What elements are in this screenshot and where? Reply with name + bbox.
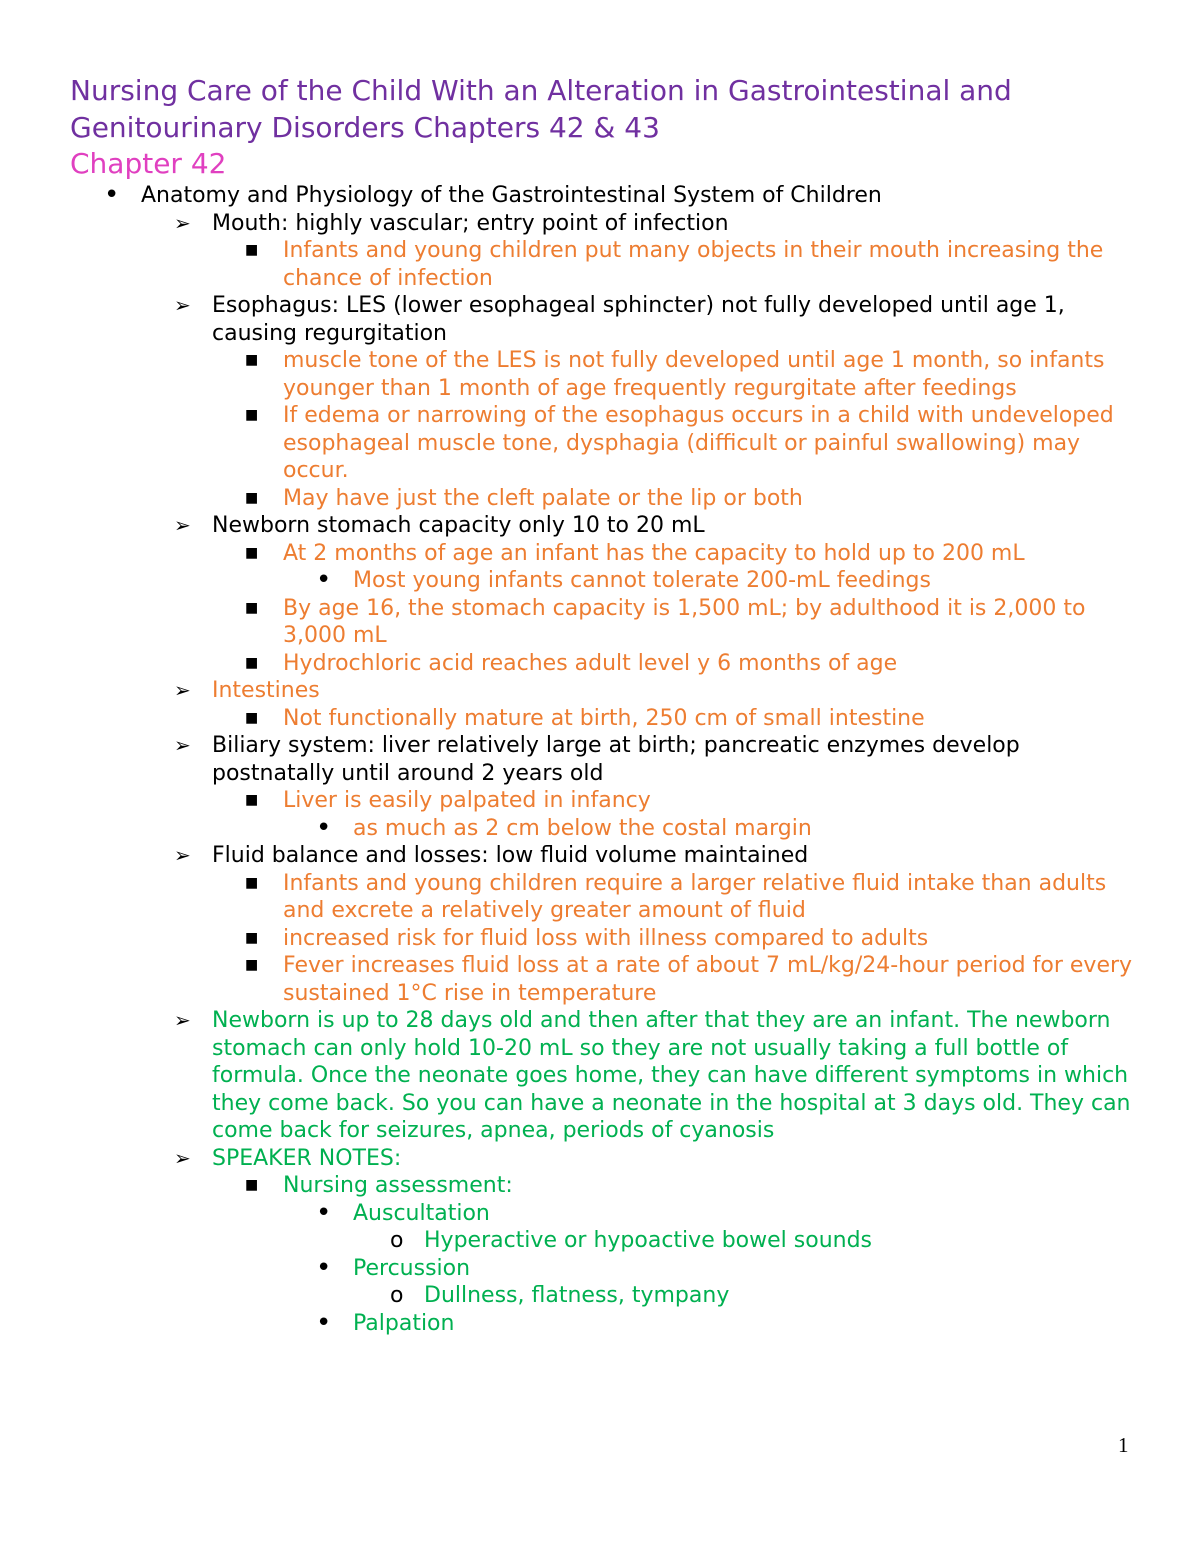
arrow-bullet-icon: ➢ [174, 843, 191, 867]
arrow-bullet-icon: ➢ [174, 210, 191, 235]
list-item: ➢ Newborn stomach capacity only 10 to 20 mL [174, 513, 705, 538]
arrow-bullet-icon: ➢ [174, 678, 191, 702]
list-item: ■ Infants and young children put many objects in their mouth increasing the chance of infection [245, 238, 1104, 291]
bullet-dot-icon: • [104, 180, 120, 210]
list-item: o Hyperactive or hypoactive bowel sounds [390, 1228, 873, 1253]
list-item: ➢ Intestines [174, 678, 320, 703]
list-item: ➢ Newborn is up to 28 days old and then after that they are an infant. The newborn stomach can only hold 10-20 mL so they are not usually taking a full bottle of formula. Once the neonate goes home, they can have different symptoms in which they come back. So you can have a neonate in the hospital at 3 days old. They can come back for seizures, apnea, periods of cyanosis [174, 1008, 1131, 1143]
list-item: ■ Liver is easily palpated in infancy [245, 788, 651, 813]
list-item: • as much as 2 cm below the costal margin [316, 812, 812, 843]
bullet-dot-icon: • [316, 812, 332, 843]
list-item: • Percussion [316, 1252, 471, 1283]
bullet-dot-icon: • [316, 1252, 332, 1283]
list-item: ■ muscle tone of the LES is not fully developed until age 1 month, so infants younger than 1 month of age frequently regurgitate after feedings [245, 348, 1105, 401]
list-item: o Dullness, flatness, tympany [390, 1283, 730, 1308]
arrow-bullet-icon: ➢ [174, 513, 191, 537]
list-item: ■ increased risk for fluid loss with illness compared to adults [245, 925, 929, 951]
list-item: ➢ Mouth: highly vascular; entry point of infection [174, 210, 729, 236]
square-bullet-icon: ■ [245, 792, 259, 808]
outline-list [70, 182, 1140, 1337]
list-item: ■ Hydrochloric acid reaches adult level y 6 months of age [245, 650, 898, 676]
square-bullet-icon: ■ [245, 654, 259, 671]
list-item: ■ Infants and young children require a larger relative fluid intake than adults and excrete a relatively greater amount of fluid [245, 870, 1107, 923]
square-bullet-icon: ■ [245, 489, 259, 506]
chapter-heading: Chapter 42 [70, 147, 227, 180]
list-item: ■ Fever increases fluid loss at a rate of about 7 mL/kg/24-hour period for every sustained 1°C rise in temperature [245, 953, 1133, 1006]
bullet-dot-icon: • [316, 1197, 332, 1228]
arrow-bullet-icon: ➢ [174, 1008, 191, 1032]
square-bullet-icon: ■ [245, 957, 259, 973]
list-item: • Auscultation [316, 1197, 490, 1228]
square-bullet-icon: ■ [245, 544, 259, 561]
circle-bullet-icon: o [390, 1283, 404, 1308]
arrow-bullet-icon: ➢ [174, 293, 191, 317]
list-item: • Palpation [316, 1307, 455, 1338]
arrow-bullet-icon: ➢ [174, 733, 191, 757]
list-item: ■ If edema or narrowing of the esophagus occurs in a child with undeveloped esophageal muscle tone, dysphagia (difficult or painful swallowing) may occur. [245, 403, 1114, 483]
square-bullet-icon: ■ [245, 599, 259, 616]
list-item: • Anatomy and Physiology of the Gastrointestinal System of Children [104, 180, 882, 210]
bullet-dot-icon: • [316, 1307, 332, 1338]
square-bullet-icon: ■ [245, 242, 259, 258]
circle-bullet-icon: o [390, 1228, 404, 1253]
page-number: 1 [1118, 1433, 1129, 1457]
square-bullet-icon: ■ [245, 352, 259, 368]
document-title: Nursing Care of the Child With an Alteration in Gastrointestinal and Genitourinary Disorders Chapters 42 & 43 [70, 74, 1012, 144]
list-item: • Most young infants cannot tolerate 200-mL feedings [316, 565, 931, 595]
list-item: ➢ Biliary system: liver relatively large at birth; pancreatic enzymes develop postnatally until around 2 years old [174, 733, 1020, 786]
list-item: ➢ SPEAKER NOTES: [174, 1145, 402, 1171]
square-bullet-icon: ■ [245, 874, 259, 891]
square-bullet-icon: ■ [245, 929, 259, 946]
square-bullet-icon: ■ [245, 709, 259, 726]
list-item: ■ May have just the cleft palate or the lip or both [245, 485, 803, 511]
list-item: ➢ Esophagus: LES (lower esophageal sphincter) not fully developed until age 1, causing regurgitation [174, 293, 1065, 346]
arrow-bullet-icon: ➢ [174, 1145, 191, 1170]
square-bullet-icon: ■ [245, 407, 259, 423]
list-item: ■ Nursing assessment: [245, 1173, 513, 1198]
square-bullet-icon: ■ [245, 1177, 259, 1193]
list-item: ➢ Fluid balance and losses: low fluid volume maintained [174, 843, 809, 868]
list-item: ■ By age 16, the stomach capacity is 1,500 mL; by adulthood it is 2,000 to 3,000 mL [245, 595, 1086, 648]
list-item: ■ Not functionally mature at birth, 250 cm of small intestine [245, 705, 925, 731]
document-body [70, 72, 1140, 1337]
list-item: ■ At 2 months of age an infant has the capacity to hold up to 200 mL [245, 540, 1025, 566]
bullet-dot-icon: • [316, 565, 332, 595]
